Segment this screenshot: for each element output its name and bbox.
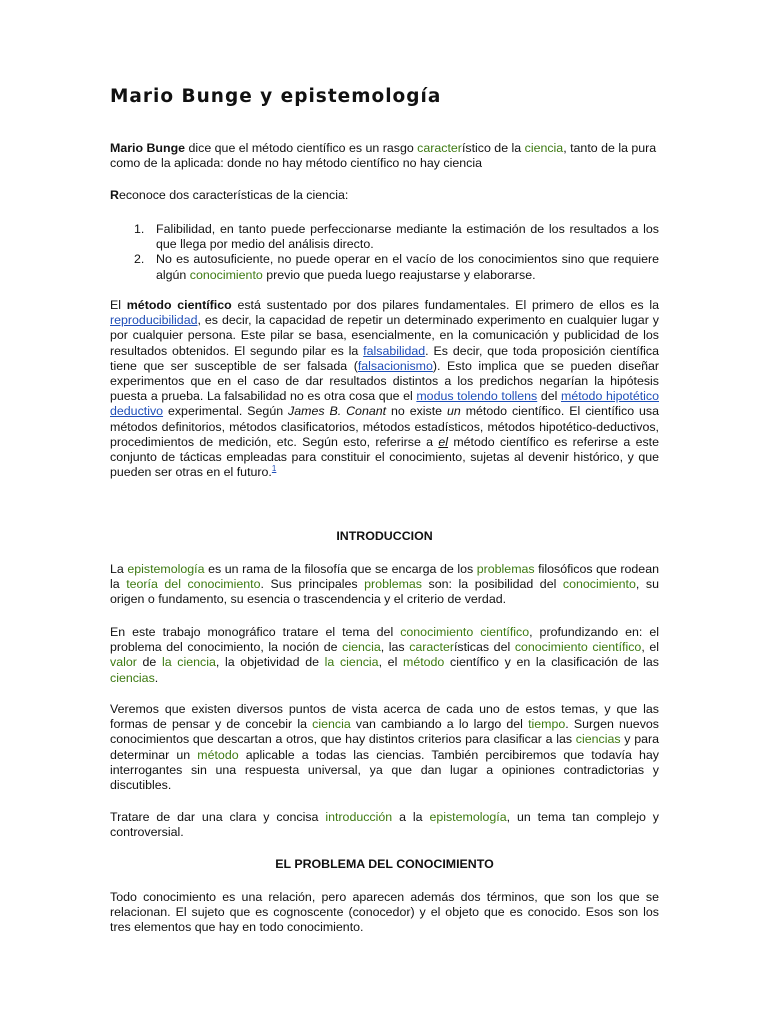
text: , profundizando en: el problema del conocimiento, la noción de: [110, 625, 659, 655]
keyword-link[interactable]: valor: [110, 655, 137, 670]
paragraph-epistemologia: [110, 562, 659, 608]
keyword-link[interactable]: ciencias: [110, 670, 155, 685]
keyword-link[interactable]: conocimiento científico: [400, 625, 530, 639]
list-number: 2.: [134, 252, 145, 267]
section-heading-introduccion: INTRODUCCION: [336, 529, 433, 543]
text: econoce dos características de la ciencia:: [118, 188, 349, 202]
text: método científico es referirse a este conjunto de tácticas empleadas para constituir el conocimiento, sujetas al devenir histórico, y que pueden ser otras en el futuro.: [110, 434, 659, 480]
reproducibilidad-link[interactable]: reproducibilidad: [110, 313, 198, 328]
keyword-link[interactable]: conocimiento: [189, 267, 263, 282]
footnote-link[interactable]: 1: [271, 464, 277, 474]
text: experimental. Según: [163, 404, 289, 419]
text: , es decir, la capacidad de repetir un determinado experimento en cualquier lugar y por cualquier persona. Este pilar se basa, esencialmente, en la comunicación y publicidad de los resultados obtenidos. El segundo pilar es la: [110, 313, 659, 358]
keyword-link[interactable]: método: [197, 747, 239, 762]
text: método científico. El científico usa métodos definitorios, métodos clasificatorios, métodos estadísticos, métodos hipotético-deductivos, procedimientos de medición, etc. Según esto, referirse a: [110, 404, 659, 449]
page-title: Mario Bunge y epistemología: [110, 86, 442, 107]
text: En este trabajo monográfico tratare el tema del: [110, 625, 401, 639]
paragraph-tratare: [110, 810, 659, 840]
keyword-link[interactable]: epistemología: [127, 562, 205, 576]
text: científico y en la clasificación de las: [444, 655, 659, 670]
list-item: [110, 252, 659, 282]
keyword-link[interactable]: método: [403, 655, 445, 670]
text: ísticas del: [453, 640, 515, 655]
list-text: previo que pueda luego reajustarse y elaborarse.: [262, 267, 536, 282]
text: de: [136, 655, 162, 670]
text: ístico de la: [461, 141, 525, 155]
paragraph-characteristics: [110, 188, 659, 203]
text: está sustentado por dos pilares fundamentales. El primero de ellos es la: [231, 298, 659, 312]
keyword-link[interactable]: problemas: [476, 562, 535, 576]
italic-word: un: [447, 404, 461, 419]
text: , tanto de la pura como de la aplicada: donde no hay método científico no hay ciencia: [110, 141, 657, 171]
list-number: 1.: [134, 222, 145, 236]
keyword-link[interactable]: ciencia: [342, 640, 381, 655]
paragraph-bunge-intro: [110, 141, 659, 171]
text: no existe: [386, 404, 447, 419]
list-item: [110, 222, 659, 252]
text: . Surgen nuevos conocimientos que descartan a otros, que hay distintos criterios para clasificar a las: [110, 717, 659, 747]
text: ). Esto implica que se pueden diseñar experimentos que en el caso de dar resultados distintos a los predichos negarían la hipótesis puesta a prueba. La falsabilidad no es otra cosa que el: [110, 358, 659, 404]
paragraph-puntos-de-vista: [110, 702, 659, 793]
text: La: [110, 562, 128, 576]
text: es un rama de la filosofía que se encarga de los: [204, 562, 477, 576]
text: , su origen o fundamento, su esencia o trascendencia y el criterio de verdad.: [110, 577, 659, 607]
characteristics-list: [110, 222, 659, 283]
keyword-link[interactable]: problemas: [364, 577, 423, 592]
keyword-link[interactable]: teoría del conocimiento: [126, 577, 261, 592]
initial-letter: R: [110, 188, 119, 202]
text: , la objetividad de: [215, 655, 325, 670]
text: del: [537, 389, 562, 404]
keyword-link[interactable]: la ciencia: [324, 655, 379, 670]
text: , las: [380, 640, 410, 655]
modus-tollens-link[interactable]: modus tolendo tollens: [416, 389, 538, 404]
list-text: Falibilidad, en tanto puede perfeccionarse mediante la estimación de los resultados a los que llega por medio del análisis directo.: [156, 222, 659, 252]
text: , un tema tan complejo y controversial.: [110, 810, 659, 840]
text: van cambiando a lo largo del: [350, 717, 529, 732]
falsacionismo-link[interactable]: falsacionismo: [357, 358, 433, 373]
keyword-link[interactable]: caracter: [417, 141, 462, 155]
text: El: [110, 298, 127, 312]
keyword-link[interactable]: ciencia: [524, 141, 564, 155]
keyword-link[interactable]: ciencias: [575, 732, 621, 747]
keyword-link[interactable]: tiempo: [528, 717, 566, 732]
section-heading-problema: EL PROBLEMA DEL CONOCIMIENTO: [275, 857, 494, 871]
author-name: Mario Bunge: [110, 141, 186, 155]
text: .: [154, 670, 159, 685]
list-text: No es autosuficiente, no puede operar en el vacío de los conocimientos sino que requiere algún: [156, 252, 659, 282]
text: . Sus principales: [260, 577, 365, 592]
text: y para determinar un: [110, 732, 659, 762]
keyword-link[interactable]: conocimiento: [562, 577, 636, 592]
text: dice que el método científico es un rasgo: [185, 141, 418, 155]
paragraph-monografico: [110, 625, 659, 686]
keyword-link[interactable]: ciencia: [312, 717, 351, 732]
italic-name: James B. Conant: [288, 404, 387, 419]
falsabilidad-link[interactable]: falsabilidad: [363, 343, 426, 358]
italic-word: el: [438, 434, 449, 449]
text: Tratare de dar una clara y concisa: [110, 810, 326, 824]
text: a la: [392, 810, 430, 824]
text: , el: [641, 640, 659, 655]
keyword-link[interactable]: epistemología: [429, 810, 507, 824]
keyword-link[interactable]: caracter: [409, 640, 454, 655]
paragraph-todo-conocimiento: Todo conocimiento es una relación, pero aparecen además dos términos, que son los que se relacionan. El sujeto que es cognoscente (conocedor) y el objeto que es conocido. Esos son los tres elementos que hay en todo conocimiento.: [110, 890, 659, 935]
text: , el: [378, 655, 403, 670]
paragraph-scientific-method: [110, 298, 659, 480]
text: son: la posibilidad del: [422, 577, 563, 592]
text: aplicable a todas las ciencias. También percibiremos que todavía hay interrogantes sin una respuesta universal, ya que dan lugar a opiniones contradictorias y discutibles.: [110, 747, 659, 793]
text: Veremos que existen diversos puntos de vista acerca de cada uno de estos temas, y que las formas de pensar y de concebir la: [110, 702, 659, 732]
text: . Es decir, que toda proposición científica tiene que ser susceptible de ser falsada (: [110, 343, 659, 373]
bold-term: método científico: [126, 298, 232, 312]
metodo-hipotetico-link[interactable]: método hipotético deductivo: [110, 389, 659, 419]
keyword-link[interactable]: conocimiento científico: [514, 640, 642, 655]
keyword-link[interactable]: introducción: [325, 810, 393, 824]
keyword-link[interactable]: la ciencia: [161, 655, 216, 670]
text: filosóficos que rodean la: [110, 562, 659, 592]
